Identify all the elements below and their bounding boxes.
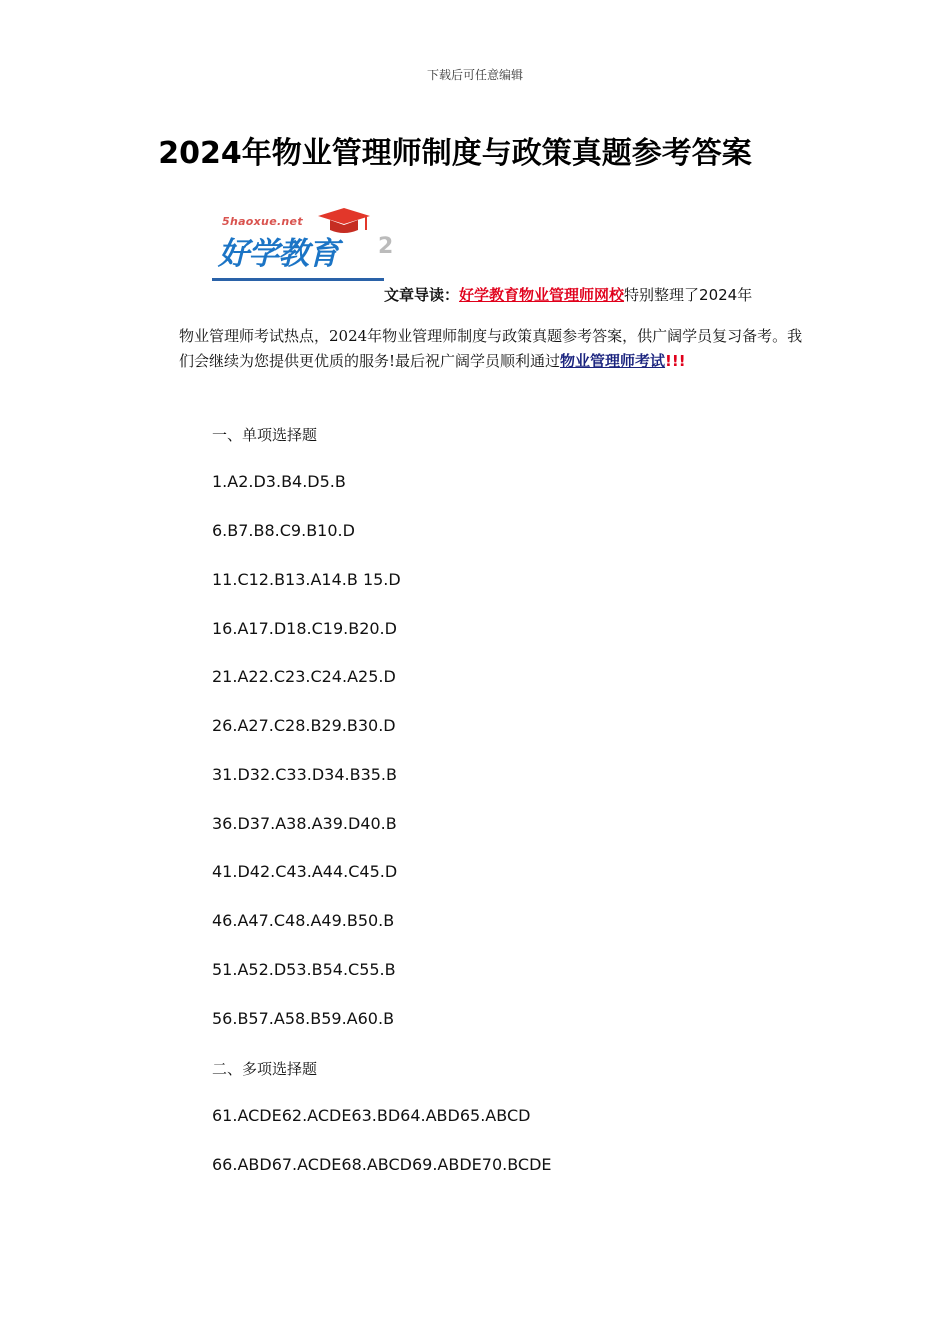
logo-site: 5haoxue.net — [222, 215, 303, 228]
answer-line: 36.D37.A38.A39.D40.B — [212, 814, 397, 833]
answer-line: 16.A17.D18.C19.B20.D — [212, 619, 397, 638]
answer-line: 46.A47.C48.A49.B50.B — [212, 911, 395, 930]
logo-underline — [212, 278, 384, 281]
answer-line: 56.B57.A58.B59.A60.B — [212, 1009, 395, 1028]
logo-tail: 2 — [378, 234, 394, 259]
logo-brand: 好学教育 — [218, 236, 338, 272]
intro-text-a: 特别整理了2024年 — [624, 286, 753, 304]
intro-lead: 文章导读： — [384, 286, 460, 304]
logo — [212, 206, 394, 282]
answer-line: 26.A27.C28.B29.B30.D — [212, 716, 396, 735]
exam-link[interactable]: 物业管理师考试 — [560, 352, 666, 370]
answer-line: 6.B7.B8.C9.B10.D — [212, 521, 355, 540]
section-heading-multiple: 二、多项选择题 — [212, 1060, 318, 1078]
intro-paragraph — [179, 324, 811, 374]
intro-exclaim: !!! — [665, 352, 686, 370]
intro-text-b: 物业管理师考试热点，2024年物业管理师制度与政策真题参考答案，供广阔学员复习备考。我们会继续为您提供更优质的服务!最后祝广阔学员顺利通过 — [179, 327, 803, 370]
answer-line: 21.A22.C23.C24.A25.D — [212, 667, 396, 686]
school-link[interactable]: 好学教育物业管理师网校 — [459, 286, 625, 304]
page-title: 2024年物业管理师制度与政策真题参考答案 — [158, 136, 752, 171]
answer-line: 66.ABD67.ACDE68.ABCD69.ABDE70.BCDE — [212, 1155, 552, 1174]
section-heading-single: 一、单项选择题 — [212, 426, 318, 444]
answer-line: 11.C12.B13.A14.B 15.D — [212, 570, 401, 589]
header-note: 下载后可任意编辑 — [426, 68, 523, 82]
answer-line: 31.D32.C33.D34.B35.B — [212, 765, 397, 784]
intro-first-line — [384, 284, 752, 305]
answer-line: 1.A2.D3.B4.D5.B — [212, 472, 346, 491]
answer-line: 41.D42.C43.A44.C45.D — [212, 862, 398, 881]
answer-line: 51.A52.D53.B54.C55.B — [212, 960, 396, 979]
answer-line: 61.ACDE62.ACDE63.BD64.ABD65.ABCD — [212, 1106, 531, 1125]
